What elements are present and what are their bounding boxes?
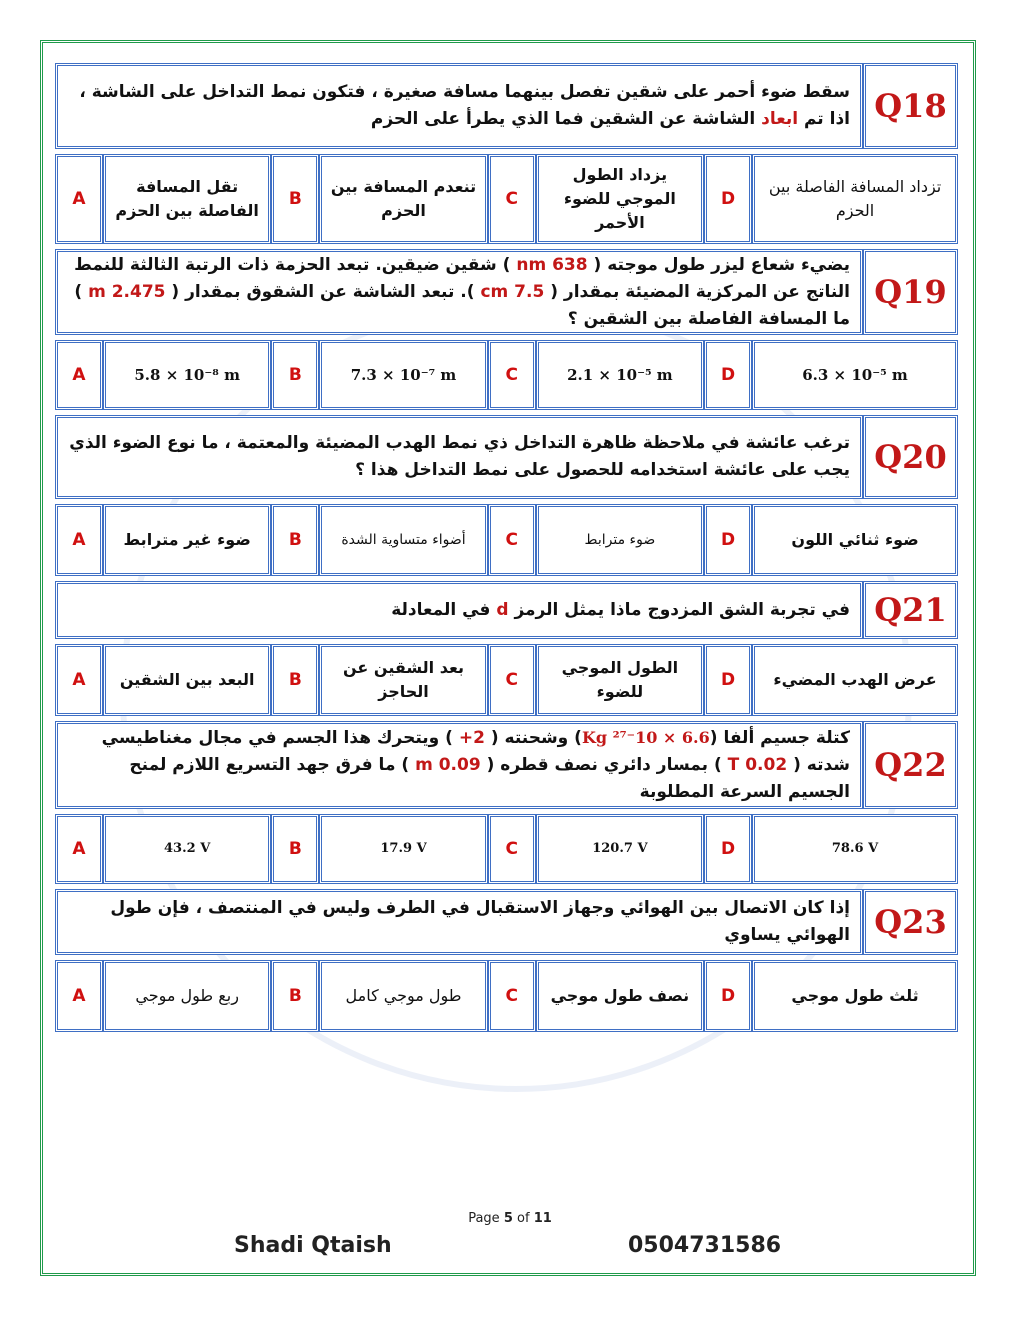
option-letter-a: A — [55, 960, 103, 1032]
question-number: Q21 — [863, 581, 958, 639]
question-row-q21 — [55, 581, 958, 639]
option-b[interactable]: تنعدم المسافة بين الحزم — [319, 154, 487, 244]
option-letter-c: C — [488, 644, 536, 716]
answer-row-q22 — [55, 814, 958, 884]
question-row-q20 — [55, 415, 958, 499]
question-text-part: ) وشحنته ( — [484, 728, 582, 748]
question-text — [55, 721, 863, 809]
option-letter-c: C — [488, 340, 536, 410]
author-name: Shadi Qtaish — [234, 1233, 392, 1258]
option-c[interactable]: يزداد الطول الموجي للضوء الأحمر — [536, 154, 704, 244]
page-label: Page — [468, 1211, 500, 1226]
option-d[interactable]: ضوء ثنائي اللون — [752, 504, 958, 576]
question-text-part: ) شقين ضيقين. تبعد الحزمة ذات الرتبة الثالثة للنمط الناتج عن المركزية المضيئة بمقدار ( — [74, 254, 850, 302]
page-current: 5 — [503, 1211, 513, 1226]
radius-value: 0.09 m — [415, 755, 481, 775]
answer-row-q20 — [55, 504, 958, 576]
question-text-part: في المعادلة — [391, 599, 497, 620]
question-row-q23 — [55, 889, 958, 955]
answer-row-q19 — [55, 340, 958, 410]
question-number: Q18 — [863, 63, 958, 149]
option-letter-a: A — [55, 814, 103, 884]
option-letter-a: A — [55, 340, 103, 410]
wavelength-value: 638 nm — [516, 254, 588, 275]
field-value: 0.02 T — [727, 755, 788, 775]
charge-value: 2+ — [458, 728, 485, 748]
question-text-part: الشاشة عن الشقين فما الذي يطرأ على الحزم — [370, 109, 762, 129]
distance-value: 2.475 m — [88, 281, 166, 302]
question-text — [55, 63, 863, 149]
question-text-part: ) ويتحرك هذا الجسم في مجال مغناطيسي شدته ( — [101, 728, 850, 775]
question-text-part: ) بمسار دائري نصف قطره ( — [480, 755, 728, 775]
question-text-part: سقط ضوء أحمر على شقين تفصل بينهما مسافة صغيرة ، فتكون نمط التداخل على الشاشة ، اذا تم — [79, 82, 850, 129]
option-letter-c: C — [488, 960, 536, 1032]
question-text-part: كتلة جسيم ألفا ( — [709, 728, 850, 748]
option-b[interactable]: 17.9 V — [319, 814, 487, 884]
question-text-part: ) ما المسافة الفاصلة بين الشقين ؟ — [74, 281, 850, 329]
option-d[interactable]: 6.3 × 10⁻⁵ m — [752, 340, 958, 410]
option-letter-d: D — [704, 154, 752, 244]
option-letter-a: A — [55, 644, 103, 716]
option-c[interactable]: نصف طول موجي — [536, 960, 704, 1032]
question-text: إذا كان الاتصال بين الهوائي وجهاز الاستقبال في الطرف وليس في المنتصف ، فإن طول الهوائي يساوي — [55, 889, 863, 955]
answer-row-q21 — [55, 644, 958, 716]
option-a[interactable]: ضوء غير مترابط — [103, 504, 271, 576]
offset-value: 7.5 cm — [480, 281, 545, 302]
option-letter-b: B — [271, 960, 319, 1032]
option-letter-c: C — [488, 814, 536, 884]
option-c[interactable]: الطول الموجي للضوء — [536, 644, 704, 716]
question-text-part: يضيء شعاع ليزر طول موجته ( — [587, 254, 850, 275]
question-number: Q19 — [863, 249, 958, 335]
question-text-part: في تجربة الشق المزدوج ماذا يمثل الرمز — [508, 599, 850, 620]
answer-row-q18 — [55, 154, 958, 244]
option-a[interactable]: 43.2 V — [103, 814, 271, 884]
option-c[interactable]: 120.7 V — [536, 814, 704, 884]
question-text — [55, 581, 863, 639]
option-letter-b: B — [271, 154, 319, 244]
option-letter-d: D — [704, 504, 752, 576]
option-letter-c: C — [488, 154, 536, 244]
question-row-q19 — [55, 249, 958, 335]
option-a[interactable]: 5.8 × 10⁻⁸ m — [103, 340, 271, 410]
option-d[interactable]: تزداد المسافة الفاصلة بين الحزم — [752, 154, 958, 244]
question-text: ترغب عائشة في ملاحظة ظاهرة التداخل ذي نمط الهدب المضيئة والمعتمة ، ما نوع الضوء الذي يجب على عائشة استخدامه للحصول على نمط التداخل هذا ؟ — [55, 415, 863, 499]
question-text-part: ). تبعد الشاشة عن الشقوق بمقدار ( — [165, 281, 481, 302]
option-letter-a: A — [55, 504, 103, 576]
page-of: of — [517, 1211, 530, 1226]
option-d[interactable]: عرض الهدب المضيء — [752, 644, 958, 716]
option-d[interactable]: ثلث طول موجي — [752, 960, 958, 1032]
symbol-d: d — [496, 599, 509, 620]
option-a[interactable]: ربع طول موجي — [103, 960, 271, 1032]
question-number: Q20 — [863, 415, 958, 499]
option-b[interactable]: 7.3 × 10⁻⁷ m — [319, 340, 487, 410]
question-sheet — [55, 63, 958, 1037]
highlight-word: ابعاد — [761, 109, 799, 129]
question-text-part: ) ما فرق جهد التسريع اللازم لمنح الجسيم السرعة المطلوبة — [129, 755, 850, 802]
option-letter-b: B — [271, 340, 319, 410]
option-c[interactable]: 2.1 × 10⁻⁵ m — [536, 340, 704, 410]
question-row-q22 — [55, 721, 958, 809]
author-phone: 0504731586 — [628, 1233, 782, 1258]
option-letter-d: D — [704, 814, 752, 884]
option-b[interactable]: بعد الشقين عن الحاجز — [319, 644, 487, 716]
page-indicator — [0, 1211, 1020, 1226]
question-row-q18 — [55, 63, 958, 149]
option-d[interactable]: 78.6 V — [752, 814, 958, 884]
option-a[interactable]: تقل المسافة الفاصلة بين الحزم — [103, 154, 271, 244]
option-c[interactable]: ضوء مترابط — [536, 504, 704, 576]
option-letter-b: B — [271, 644, 319, 716]
option-b[interactable]: طول موجي كامل — [319, 960, 487, 1032]
option-letter-d: D — [704, 960, 752, 1032]
answer-row-q23 — [55, 960, 958, 1032]
page-total: 11 — [533, 1211, 552, 1226]
question-number: Q23 — [863, 889, 958, 955]
option-b[interactable]: أضواء متساوية الشدة — [319, 504, 487, 576]
question-text — [55, 249, 863, 335]
mass-value: 6.6 × 10⁻²⁷ Kg — [581, 728, 710, 747]
question-number: Q22 — [863, 721, 958, 809]
option-letter-b: B — [271, 504, 319, 576]
option-letter-c: C — [488, 504, 536, 576]
option-letter-d: D — [704, 340, 752, 410]
option-a[interactable]: البعد بين الشقين — [103, 644, 271, 716]
option-letter-d: D — [704, 644, 752, 716]
option-letter-a: A — [55, 154, 103, 244]
option-letter-b: B — [271, 814, 319, 884]
